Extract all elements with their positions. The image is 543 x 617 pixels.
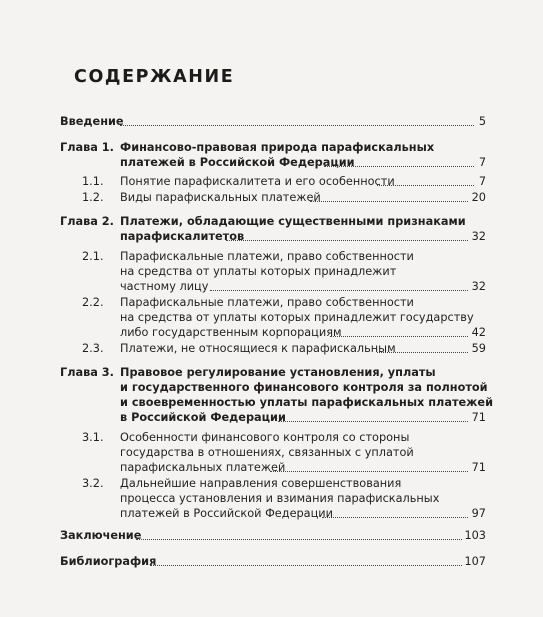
toc-section-title: частному лицу — [120, 280, 209, 293]
toc-section-title: процесса установления и взимания парафискальных — [120, 492, 440, 505]
toc-section-title: Платежи, не относящиеся к парафискальным — [120, 342, 396, 355]
toc-chapter-title: Платежи, обладающие существенными признаками — [120, 215, 466, 228]
toc-bibliography-label: Библиография — [60, 555, 157, 568]
toc-leader-dots — [210, 277, 468, 291]
toc-section-title: Парафискальные платежи, право собственности — [120, 296, 414, 309]
toc-page-number: 42 — [471, 326, 486, 339]
toc-intro-page: 5 — [478, 115, 486, 128]
toc-leader-dots — [120, 112, 474, 126]
toc-leader-dots — [150, 552, 462, 566]
toc-page-number: 71 — [471, 461, 486, 474]
toc-intro-label: Введение — [60, 115, 124, 128]
toc-chapter-number: Глава 2. — [60, 215, 114, 228]
toc-page-number: 59 — [471, 342, 486, 355]
toc-leader-dots — [377, 339, 468, 353]
toc-section-number: 1.2. — [82, 191, 104, 204]
toc-section-number: 3.2. — [82, 477, 104, 490]
toc-section-title: Виды парафискальных платежей — [120, 191, 321, 204]
toc-section-title: платежей в Российской Федерации — [120, 507, 333, 520]
toc-page-number: 7 — [478, 175, 486, 188]
toc-page-number: 97 — [471, 507, 486, 520]
toc-chapter-number: Глава 1. — [60, 141, 114, 154]
toc-section-title: на средства от уплаты которых принадлежит — [120, 265, 397, 278]
toc-section-number: 2.1. — [82, 250, 104, 263]
toc-conclusion-label: Заключение — [60, 529, 142, 542]
toc-section-title: Понятие парафискалитета и его особенности — [120, 175, 395, 188]
toc-section-number: 2.3. — [82, 342, 104, 355]
toc-page-number: 71 — [471, 411, 486, 424]
toc-section-number: 2.2. — [82, 296, 104, 309]
toc-page-number: 32 — [471, 230, 486, 243]
toc-section-title: Дальнейшие направления совершенствования — [120, 477, 402, 490]
toc-leader-dots — [226, 227, 468, 241]
toc-section-title: Парафискальные платежи, право собственности — [120, 250, 414, 263]
toc-chapter-title: и государственного финансового контроля за полнотой — [120, 381, 488, 394]
toc-leader-dots — [377, 172, 474, 186]
toc-section-title: на средства от уплаты которых принадлежит государству — [120, 311, 474, 324]
toc-chapter-title: платежей в Российской Федерации — [120, 156, 355, 169]
toc-section-title: государства в отношениях, связанных с уплатой — [120, 446, 414, 459]
toc-leader-dots — [270, 458, 468, 472]
toc-section-number: 1.1. — [82, 175, 104, 188]
toc-page-number: 103 — [464, 529, 486, 542]
toc-chapter-title: Финансово-правовая природа парафискальных — [120, 141, 435, 154]
toc-leader-dots — [310, 188, 468, 202]
toc-section-title: парафискальных платежей — [120, 461, 286, 474]
toc-page-number: 7 — [478, 156, 486, 169]
toc-chapter-number: Глава 3. — [60, 366, 114, 379]
toc-section-number: 3.1. — [82, 431, 104, 444]
toc-page-number: 107 — [464, 555, 486, 568]
toc-chapter-title: в Российской Федерации — [120, 411, 286, 424]
toc-leader-dots — [322, 504, 468, 518]
toc-chapter-title: парафискалитетов — [120, 230, 245, 243]
toc-page-number: 20 — [471, 191, 486, 204]
toc-chapter-title: Правовое регулирование установления, уплаты — [120, 366, 436, 379]
toc-page-number: 32 — [471, 280, 486, 293]
toc-section-title: Особенности финансового контроля со стороны — [120, 431, 410, 444]
toc-leader-dots — [278, 408, 468, 422]
toc-leader-dots — [136, 526, 462, 540]
page-title: СОДЕРЖАНИЕ — [74, 67, 235, 87]
toc-leader-dots — [324, 153, 474, 167]
toc-section-title: либо государственным корпорациям — [120, 326, 342, 339]
toc-chapter-title: и своевременностью уплаты парафискальных платежей — [120, 396, 493, 409]
toc-leader-dots — [330, 323, 468, 337]
